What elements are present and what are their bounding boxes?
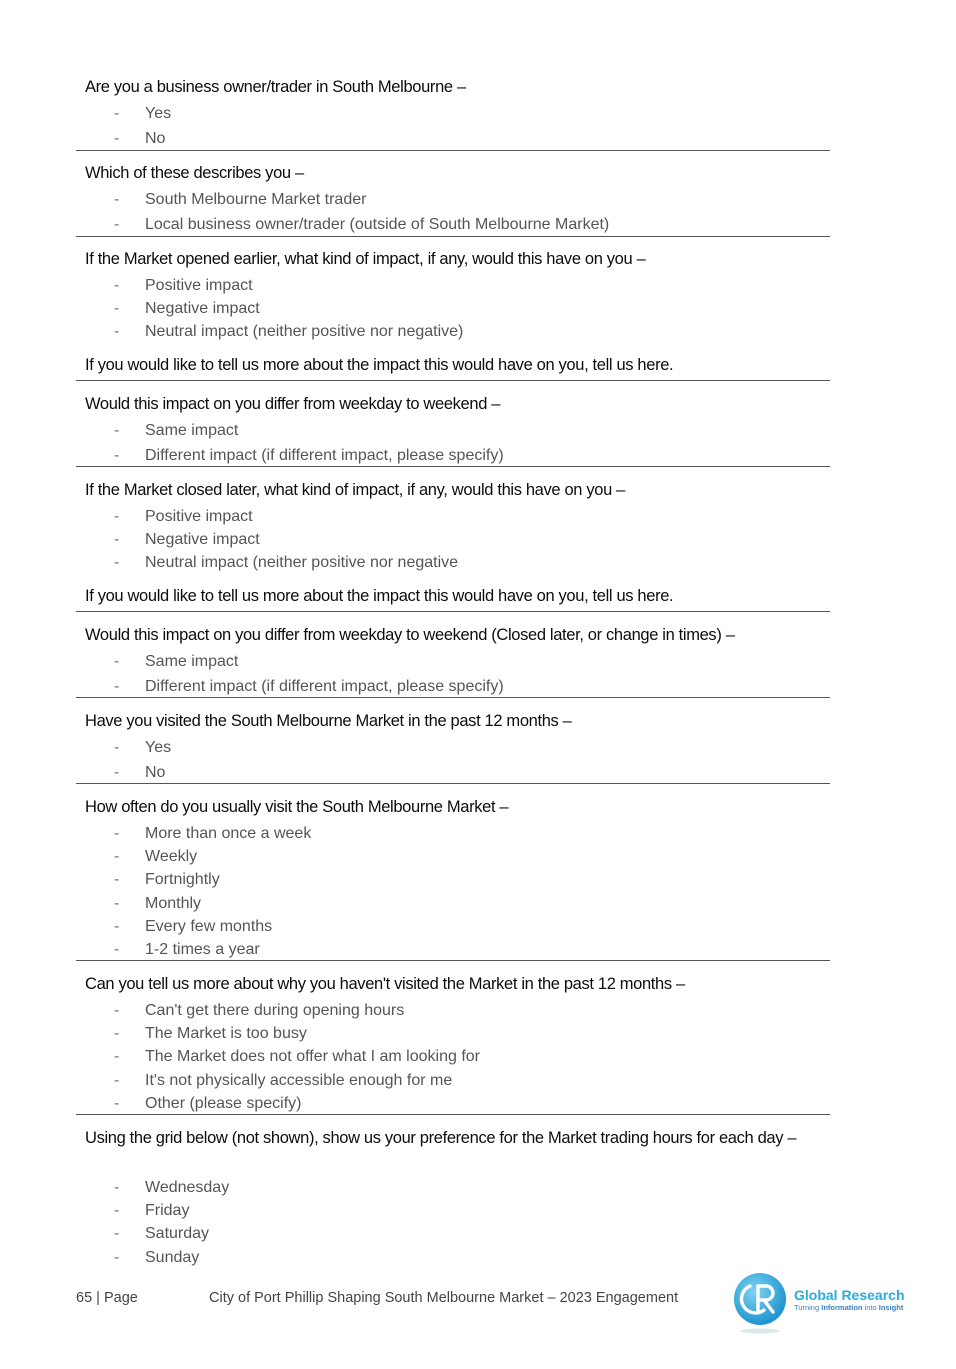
answer-option (114, 1201, 814, 1221)
dash-marker: - (114, 917, 120, 935)
answer-option (114, 1178, 814, 1198)
answer-option (114, 530, 814, 550)
option-label: Weekly (145, 848, 198, 866)
dash-marker: - (114, 848, 120, 866)
section-divider (76, 150, 830, 151)
dash-marker: - (114, 677, 120, 695)
option-label: Every few months (145, 917, 273, 935)
question-text: Are you a business owner/trader in South Melbourne – (85, 78, 466, 96)
option-label: Positive impact (145, 277, 253, 294)
answer-option (114, 824, 814, 844)
answer-option (114, 894, 814, 914)
dash-marker: - (114, 825, 120, 842)
question-text: If the Market closed later, what kind of impact, if any, would this have on you – (85, 481, 625, 499)
gr-logo-icon (733, 1272, 791, 1334)
logo-name: Global Research (794, 1287, 905, 1303)
answer-option (114, 276, 814, 296)
dash-marker: - (114, 1248, 120, 1266)
answer-option (114, 129, 814, 149)
option-label: Different impact (if different impact, please specify) (145, 677, 504, 695)
answer-option (114, 507, 814, 527)
option-label: Same impact (145, 422, 239, 439)
dash-marker: - (114, 277, 120, 294)
dash-marker: - (114, 653, 120, 670)
answer-option (114, 104, 814, 124)
section-divider (76, 611, 830, 612)
answer-option (114, 940, 814, 960)
option-label: Other (please specify) (145, 1094, 302, 1112)
option-label: Negative impact (145, 531, 260, 548)
dash-marker: - (114, 129, 120, 147)
option-label: Saturday (145, 1225, 210, 1243)
answer-option (114, 763, 814, 783)
answer-option (114, 1001, 814, 1021)
dash-marker: - (114, 215, 120, 233)
dash-marker: - (114, 323, 120, 340)
dash-marker: - (114, 1225, 120, 1243)
option-label: Positive impact (145, 508, 253, 525)
dash-marker: - (114, 1002, 120, 1019)
question-text: Using the grid below (not shown), show us your preference for the Market trading hours for each day – (85, 1129, 797, 1147)
dash-marker: - (114, 300, 120, 317)
dash-marker: - (114, 105, 120, 122)
answer-option (114, 322, 814, 342)
option-label: Same impact (145, 653, 239, 670)
question-text: Would this impact on you differ from weekday to weekend – (85, 395, 501, 413)
option-label: Yes (145, 105, 172, 122)
option-label: South Melbourne Market trader (145, 191, 367, 208)
section-divider (76, 783, 830, 784)
option-label: The Market does not offer what I am looking for (145, 1048, 480, 1066)
answer-option (114, 1024, 814, 1044)
global-research-logo (733, 1272, 913, 1338)
option-label: Monthly (145, 894, 202, 912)
document-title: City of Port Phillip Shaping South Melbourne Market – 2023 Engagement (209, 1290, 679, 1306)
option-label: More than once a week (145, 825, 312, 842)
section-divider (76, 466, 830, 467)
answer-option (114, 446, 814, 466)
section-divider (76, 380, 830, 381)
option-label: Neutral impact (neither positive nor negative (145, 554, 459, 571)
dash-marker: - (114, 1071, 120, 1089)
option-label: It's not physically accessible enough for me (145, 1071, 453, 1089)
dash-marker: - (114, 739, 120, 756)
option-label: 1-2 times a year (145, 941, 260, 958)
dash-marker: - (114, 1202, 120, 1220)
option-label: The Market is too busy (145, 1025, 307, 1043)
option-label: Negative impact (145, 300, 260, 317)
section-divider (76, 960, 830, 961)
dash-marker: - (114, 554, 120, 571)
option-label: No (145, 763, 166, 781)
dash-marker: - (114, 191, 120, 208)
dash-marker: - (114, 941, 120, 958)
answer-option (114, 917, 814, 937)
question-text: Have you visited the South Melbourne Market in the past 12 months – (85, 712, 572, 730)
answer-option (114, 421, 814, 441)
question-text: If you would like to tell us more about the impact this would have on you, tell us here. (85, 356, 674, 374)
dash-marker: - (114, 1094, 120, 1112)
section-divider (76, 236, 830, 237)
dash-marker: - (114, 1025, 120, 1043)
option-label: No (145, 129, 166, 147)
answer-option (114, 1047, 814, 1067)
answer-option (114, 1071, 814, 1091)
dash-marker: - (114, 894, 120, 912)
logo-tagline: Turning Information into Insight (794, 1303, 904, 1312)
answer-option (114, 677, 814, 697)
answer-option (114, 215, 814, 235)
dash-marker: - (114, 508, 120, 525)
dash-marker: - (114, 1048, 120, 1066)
question-text: Which of these describes you – (85, 164, 304, 182)
answer-option (114, 299, 814, 319)
answer-option (114, 847, 814, 867)
option-label: Neutral impact (neither positive nor negative) (145, 323, 464, 340)
option-label: Yes (145, 739, 172, 756)
answer-option (114, 190, 814, 210)
option-label: Fortnightly (145, 871, 220, 889)
question-text: Would this impact on you differ from weekday to weekend (Closed later, or change in times) – (85, 626, 735, 644)
option-label: Can't get there during opening hours (145, 1002, 405, 1019)
option-label: Different impact (if different impact, please specify) (145, 446, 504, 464)
answer-option (114, 870, 814, 890)
section-divider (76, 697, 830, 698)
question-text: If you would like to tell us more about the impact this would have on you, tell us here. (85, 587, 674, 605)
answer-option (114, 738, 814, 758)
dash-marker: - (114, 531, 120, 548)
question-text: Can you tell us more about why you haven't visited the Market in the past 12 months – (85, 975, 685, 993)
dash-marker: - (114, 763, 120, 781)
question-text: If the Market opened earlier, what kind of impact, if any, would this have on you – (85, 250, 646, 268)
answer-option (114, 1248, 814, 1268)
page-number: 65 | Page (76, 1290, 138, 1306)
option-label: Wednesday (145, 1179, 230, 1196)
dash-marker: - (114, 871, 120, 889)
dash-marker: - (114, 446, 120, 464)
dash-marker: - (114, 422, 120, 439)
question-text: How often do you usually visit the South Melbourne Market – (85, 798, 509, 816)
option-label: Sunday (145, 1248, 200, 1266)
answer-option (114, 652, 814, 672)
option-label: Friday (145, 1202, 190, 1220)
answer-option (114, 1224, 814, 1244)
dash-marker: - (114, 1179, 120, 1196)
answer-option (114, 1094, 814, 1114)
option-label: Local business owner/trader (outside of South Melbourne Market) (145, 215, 610, 233)
section-divider (76, 1114, 830, 1115)
answer-option (114, 553, 814, 573)
